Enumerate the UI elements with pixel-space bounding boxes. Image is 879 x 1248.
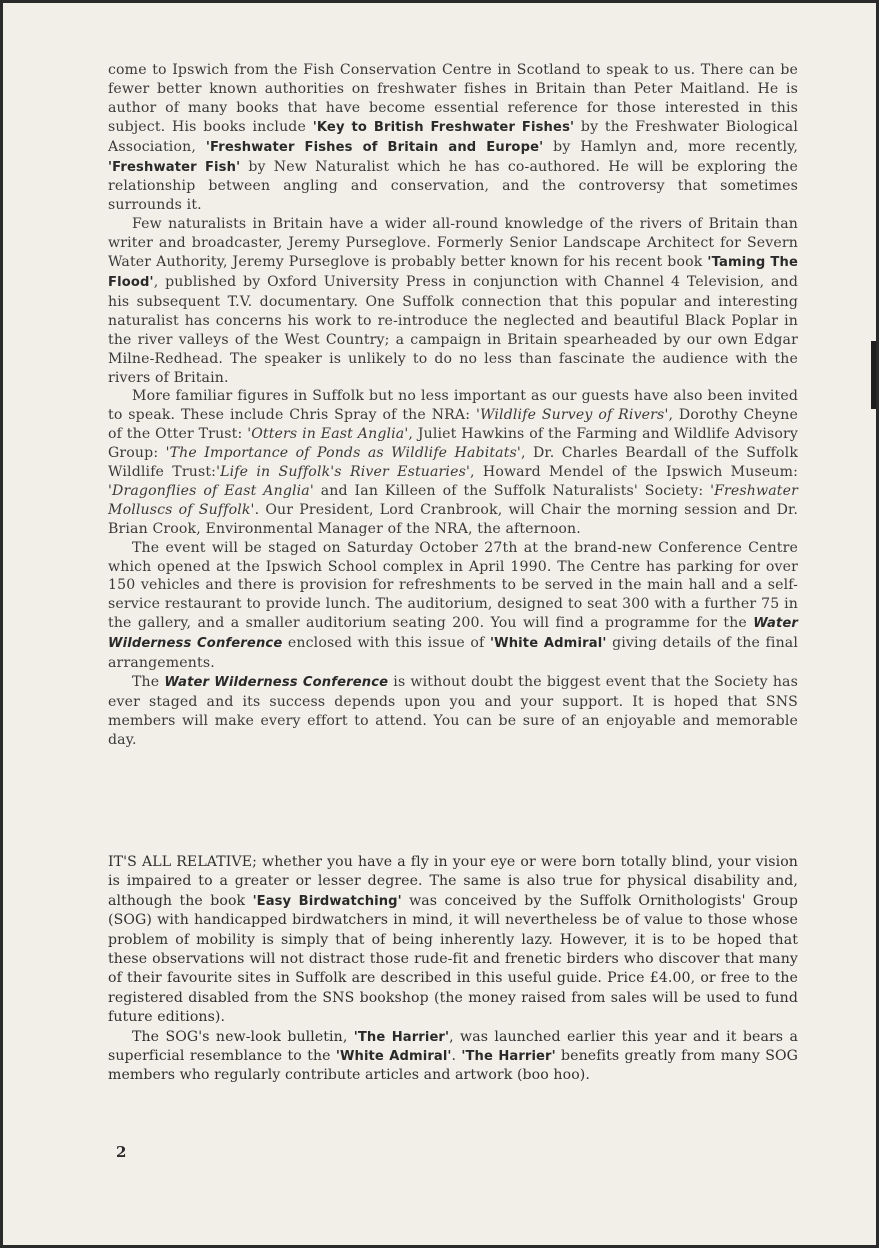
text-run: by New Naturalist which he has co-authored. He will be exploring the relationship between angling and conservation, and the controversy that sometimes surrounds it.	[108, 158, 799, 214]
page-number: 2	[116, 1143, 127, 1161]
text-run: , Dr. Charles Beardall of the Suffolk Wildlife Trust:	[108, 445, 799, 481]
text-run: The SOG's new-look bulletin,	[132, 1028, 354, 1045]
text-run: by Hamlyn and, more recently,	[543, 138, 799, 155]
text-run: More familiar figures in Suffolk but no less important as our guests have also been invited to speak. These include Chris Spray of the NRA:	[108, 388, 798, 424]
text-run: .	[451, 1048, 462, 1065]
paragraph-the-harrier	[108, 1028, 798, 1086]
paragraph-event-venue	[108, 539, 798, 673]
text-run: The	[132, 674, 165, 690]
talk-title: 'Wildlife Survey of Rivers'	[475, 407, 669, 424]
talk-title: 'Life in Suffolk's River Estuaries'	[216, 464, 470, 481]
text-run: come to Ipswich from the Fish Conservation Centre in Scotland to speak to us. There can be fewer better known authorities on freshwater fishes in Britain than Peter Maitland. He is author of many books that have become essential reference for those interested in this subject. His books include	[108, 62, 798, 135]
book-title: 'Freshwater Fishes of Britain and Europe'	[205, 139, 544, 155]
paragraph-other-speakers	[108, 387, 798, 538]
text-run: Few naturalists in Britain have a wider all-round knowledge of the rivers of Britain than writer and broadcaster, Jeremy Purseglove. Formerly Senior Landscape Architect for Severn Water Authority, Jeremy Purseglove is probably better known for his recent book	[108, 216, 798, 271]
text-run: giving details of the final arrangements.	[108, 635, 799, 672]
talk-title: 'Otters in East Anglia'	[247, 426, 409, 443]
document-page	[3, 3, 876, 1245]
conference-article	[108, 61, 798, 750]
book-title: 'Key to British Freshwater Fishes'	[312, 119, 575, 135]
conference-name: Water Wilderness Conference	[164, 675, 389, 690]
birdwatching-article	[108, 853, 798, 1086]
talk-title: 'Dragonflies of East Anglia'	[108, 482, 314, 499]
text-run: , Howard Mendel of the Ipswich Museum:	[470, 464, 799, 481]
talk-title: 'Freshwater Molluscs of Suffolk'	[108, 482, 798, 518]
text-run: . Our President, Lord Cranbrook, will Chair the morning session and Dr. Brian Crook, Environmental Manager of the NRA, the afternoon.	[108, 501, 798, 537]
text-run: , Dorothy Cheyne of the Otter Trust:	[108, 407, 798, 443]
text-run: , was launched earlier this year and it bears a superficial resemblance to the	[108, 1028, 798, 1065]
text-run: by the Freshwater Biological Association,	[108, 118, 798, 155]
paragraph-peter-maitland	[108, 61, 798, 215]
publication-title: 'White Admiral'	[335, 1049, 452, 1065]
book-title: 'Easy Birdwatching'	[252, 893, 402, 909]
text-run: was conceived by the Suffolk Ornithologists' Group (SOG) with handicapped birdwatchers in mind, it will nevertheless be of value to those whose problem of mobility is simply that of being inherently lazy. However, it is to be hoped that these observations will not distract those rude-fit and frenetic birders who discover that many of their favourite sites in Suffolk are described in this useful guide. Price £4.00, or free to the registered disabled from the SNS bookshop (the money raised from sales will be used to fund future editions).	[108, 892, 799, 1026]
publication-title: 'The Harrier'	[461, 1049, 556, 1065]
text-run: and Ian Killeen of the Suffolk Naturalists' Society:	[313, 482, 711, 499]
page-edge-shadow	[871, 341, 876, 409]
book-title: 'Freshwater Fish'	[108, 159, 241, 175]
text-run: , published by Oxford University Press in conjunction with Channel 4 Television, and his subsequent T.V. documentary. One Suffolk connection that this popular and interesting naturalist has concerns his work to re-introduce the neglected and beautiful Black Poplar in the river valleys of the West Country; a campaign in Britain spearheaded by our own Edgar Milne-Redhead. The speaker is unlikely to do no less than fascinate the audience with the rivers of Britain.	[108, 273, 798, 386]
text-run: The event will be staged on Saturday October 27th at the brand-new Conference Centre which opened at the Ipswich School complex in April 1990. The Centre has parking for over 150 vehicles and there is provision for refreshments to be served in the main hall and a self-service restaurant to provide lunch. The auditorium, designed to seat 300 with a further 75 in the gallery, and a smaller auditorium seating 200. You will find a programme for the	[108, 539, 798, 632]
paragraph-conclusion	[108, 673, 798, 750]
text-run: benefits greatly from many SOG members who regularly contribute articles and artwork (boo hoo).	[108, 1048, 798, 1084]
talk-title: 'The Importance of Ponds as Wildlife Habitats'	[165, 445, 521, 462]
paragraph-jeremy-purseglove	[108, 215, 798, 387]
publication-title: 'The Harrier'	[353, 1029, 450, 1045]
text-run: is without doubt the biggest event that the Society has ever staged and its success depends upon you and your support. It is hoped that SNS members will make every effort to attend. You can be sure of an enjoyable and memorable day.	[108, 674, 798, 748]
text-run: IT'S ALL RELATIVE; whether you have a fly in your eye or were born totally blind, your vision is impaired to a greater or lesser degree. The same is also true for physical disability and, although the book	[108, 854, 798, 909]
paragraph-easy-birdwatching	[108, 853, 798, 1028]
text-run: , Juliet Hawkins of the Farming and Wildlife Advisory Group:	[108, 426, 798, 462]
conference-name: Water Wilderness Conference	[108, 616, 798, 652]
text-run: enclosed with this issue of	[282, 635, 490, 652]
publication-title: 'White Admiral'	[489, 636, 607, 652]
book-title: 'Taming The Flood'	[108, 255, 798, 290]
